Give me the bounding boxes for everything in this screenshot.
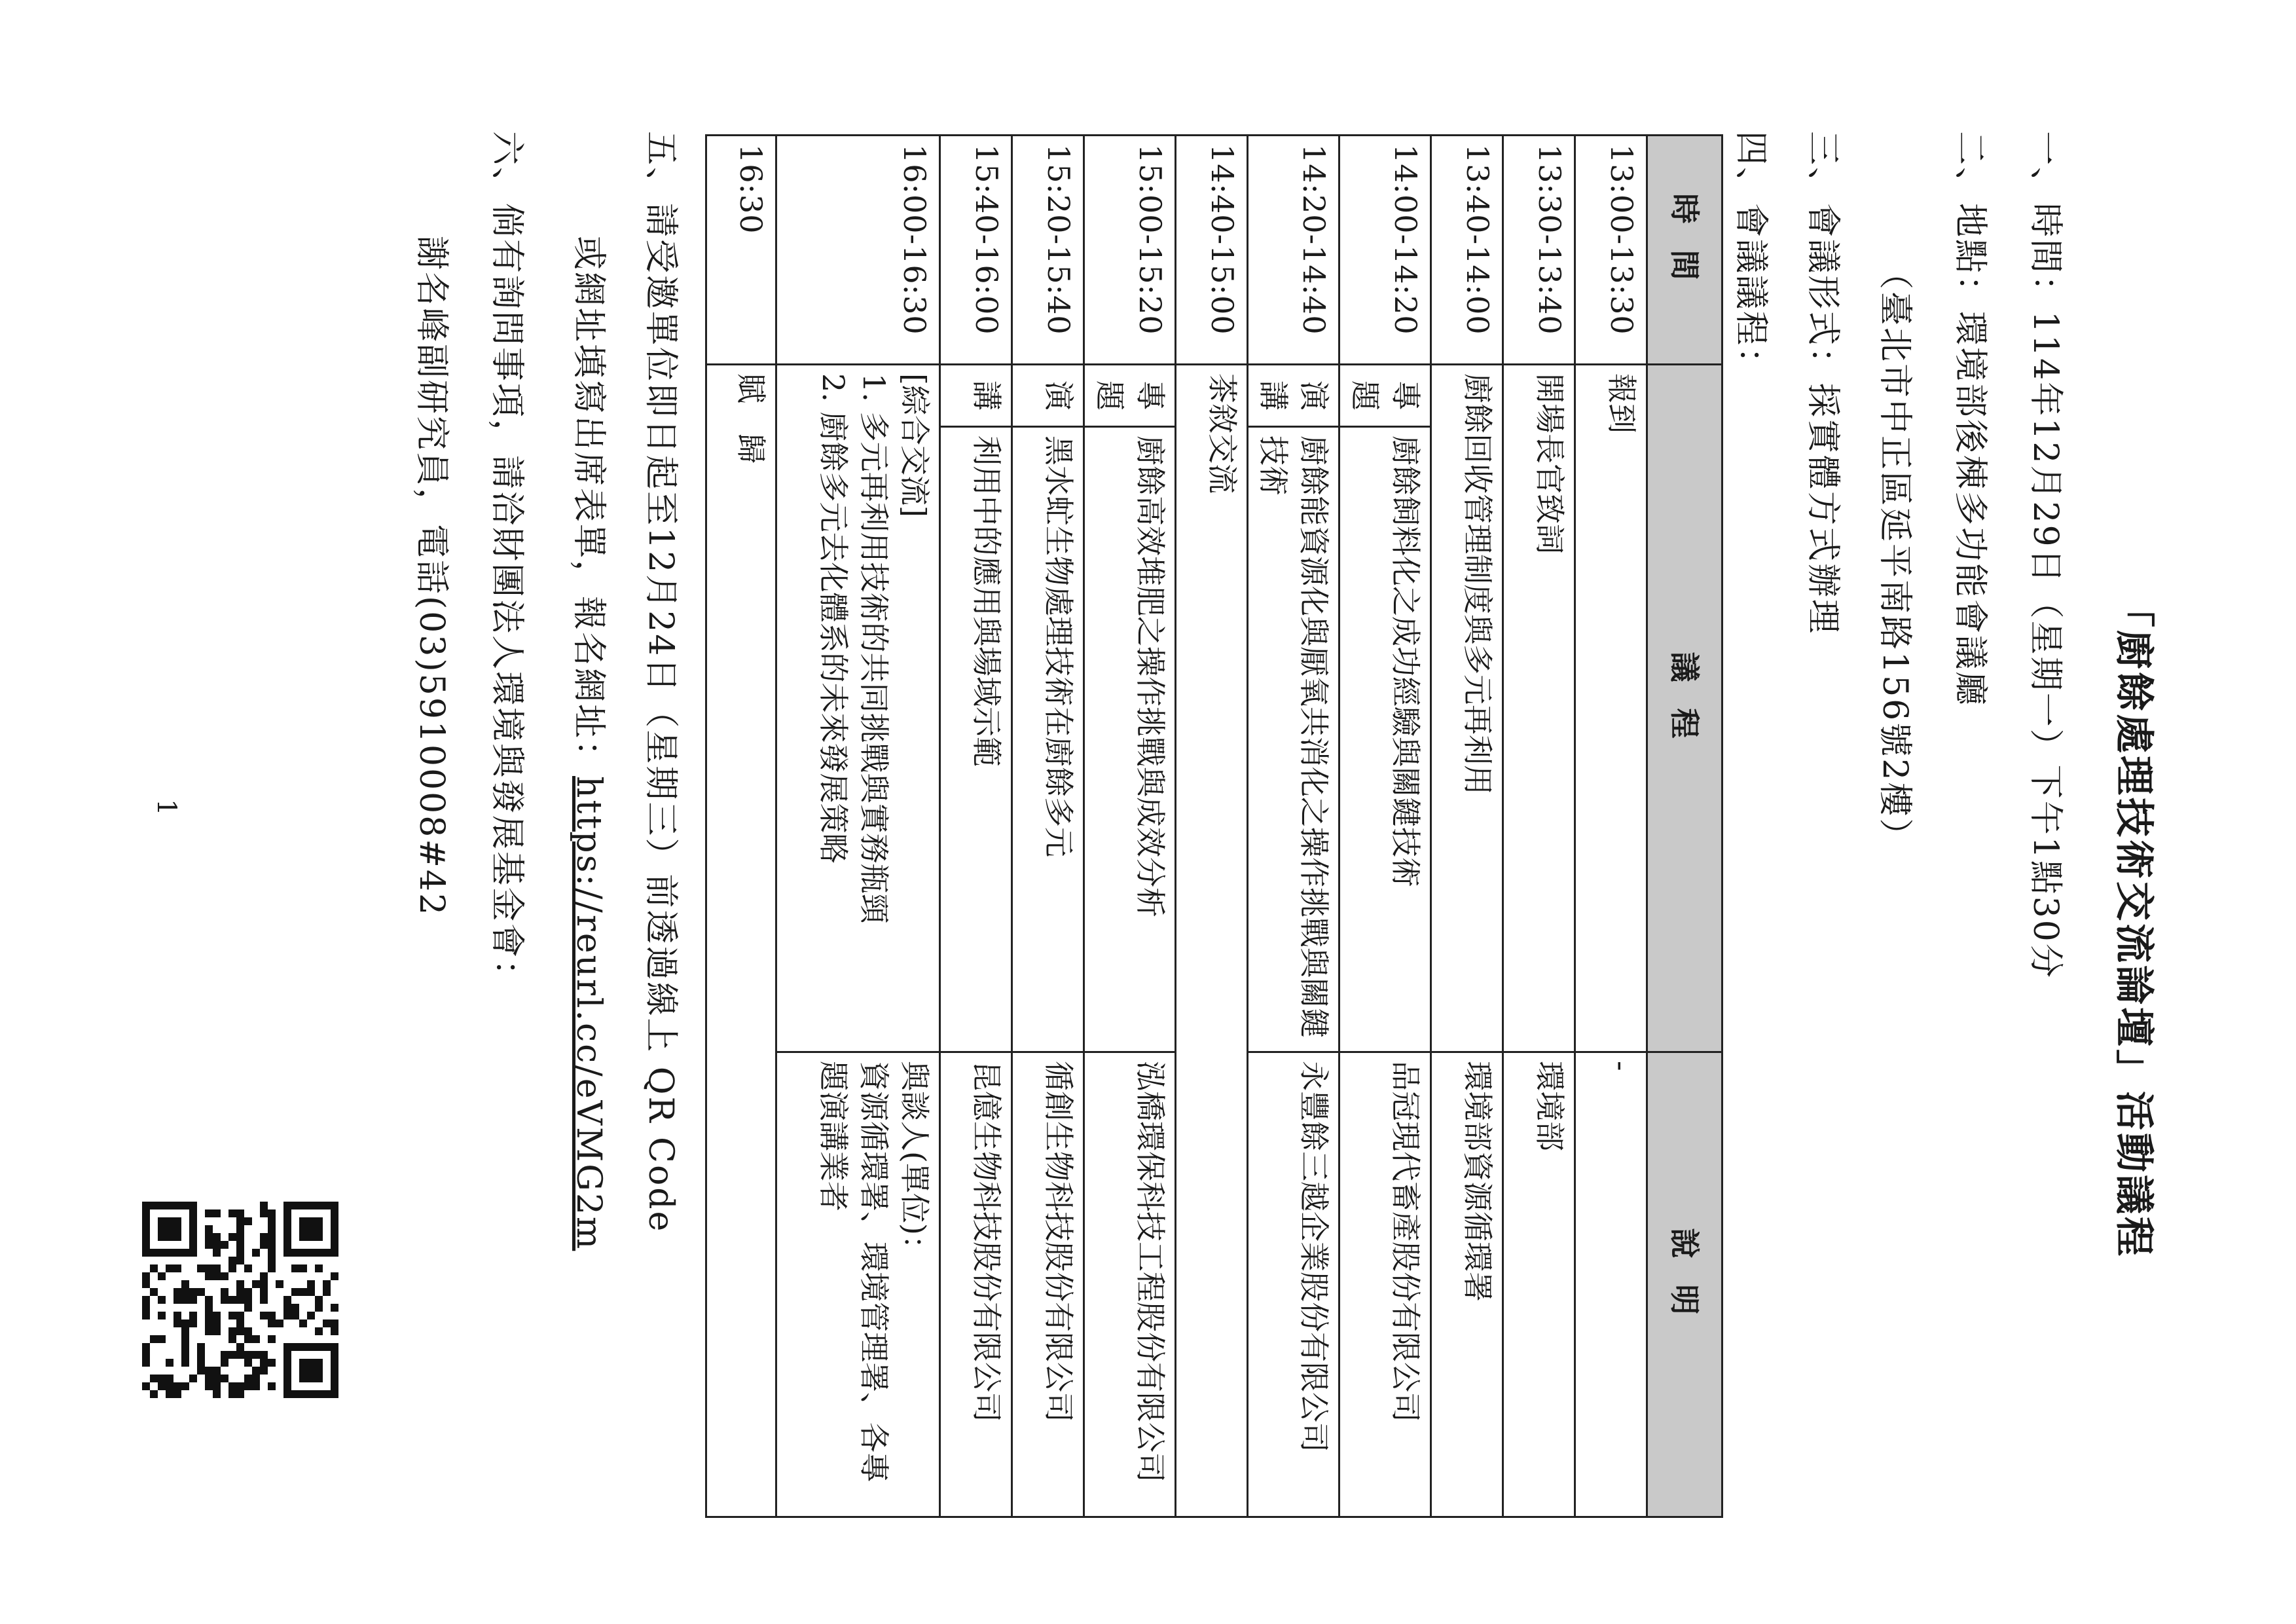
table-row — [1339, 136, 1431, 1517]
place-label: 二、地點： — [1950, 131, 1990, 312]
table-row — [776, 136, 940, 1517]
contact-line: 六、倘有詢問事項，請洽財團法人環境與發展基金會： — [487, 131, 526, 996]
registration-url-prefix: 或網址填寫出席表單，報名網址： — [569, 236, 608, 777]
table-header-row — [1647, 136, 1722, 1517]
time-value: 114年12月29日（星期一）下午1點30分 — [2026, 311, 2065, 980]
registration-line: 五、請受邀單位即日起至12月24日（星期三）前透過線上 QR Code — [641, 131, 680, 1234]
agenda-table — [705, 134, 1723, 1518]
registration-url-line — [568, 236, 617, 1251]
document-title: 「廚餘處理技術交流論壇」活動議程 — [2111, 588, 2157, 1259]
row-topic: 賦 歸 — [706, 365, 776, 1517]
row-topic: 廚餘飼料化之成功經驗與關鍵技術 — [1339, 427, 1431, 1052]
header-time: 時間 — [1647, 136, 1722, 365]
row-time: 14:20-14:40 — [1248, 136, 1339, 365]
row-time: 16:30 — [706, 136, 776, 365]
format-line — [1802, 131, 1851, 635]
format-value: 採實體方式辦理 — [1803, 383, 1842, 636]
row-note: 環境部資源循環署 — [1431, 1052, 1503, 1517]
header-agenda: 議程 — [1647, 365, 1722, 1052]
row-note: 與談人(單位)： 資源循環署、環境管理署、各專題演講業者 — [776, 1052, 940, 1517]
row-note: 泓橋環保科技工程股份有限公司 — [1084, 1052, 1176, 1517]
row-note: 品冠現代畜產股份有限公司 — [1339, 1052, 1431, 1517]
place-line — [1949, 131, 1998, 707]
row-topic: 黑水虻生物處理技術在廚餘多元 — [1012, 427, 1084, 1052]
row-note: 永豐餘三越企業股份有限公司 — [1248, 1052, 1339, 1517]
format-label: 三、會議形式： — [1803, 131, 1842, 384]
row-note: - — [1575, 1052, 1647, 1517]
table-row — [1084, 136, 1176, 1517]
contact-person: 謝名峰副研究員，電話(03)5910008#42 — [412, 236, 451, 917]
row-topic: 廚餘高效堆肥之操作挑戰與成效分析 — [1084, 427, 1176, 1052]
row-time: 14:40-15:00 — [1176, 136, 1248, 365]
table-row — [1431, 136, 1503, 1517]
place-address: （臺北市中正區延平南路156號2樓） — [1875, 255, 1914, 855]
row-type: 專題 — [1339, 365, 1431, 427]
row-time: 15:40-16:00 — [940, 136, 1012, 365]
place-value: 環境部後棟多功能會議廳 — [1950, 311, 1990, 708]
page-number: 1 — [151, 799, 181, 816]
row-time: 13:40-14:00 — [1431, 136, 1503, 365]
row-type: 演講 — [1248, 365, 1339, 427]
table-row — [1176, 136, 1248, 1517]
row-topic: 茶敘交流 — [1176, 365, 1248, 1517]
table-row — [1575, 136, 1647, 1517]
row-topic: 開場長官致詞 — [1503, 365, 1575, 1052]
row-time: 13:00-13:30 — [1575, 136, 1647, 365]
row-type: 演 — [1012, 365, 1084, 427]
table-row — [940, 136, 1012, 1517]
table-row — [1012, 136, 1084, 1517]
registration-url-link[interactable]: https://reurl.cc/eVMG2m — [569, 776, 608, 1251]
row-time: 15:20-15:40 — [1012, 136, 1084, 365]
row-topic: 廚餘回收管理制度與多元再利用 — [1431, 365, 1503, 1052]
qr-code-icon[interactable] — [142, 1202, 338, 1398]
time-label: 一、時間： — [2026, 131, 2065, 312]
row-topic: 報到 — [1575, 365, 1647, 1052]
row-time: 14:00-14:20 — [1339, 136, 1431, 365]
row-time: 16:00-16:30 — [776, 136, 940, 365]
table-row — [706, 136, 776, 1517]
row-topic: 利用中的應用與場域示範 — [940, 427, 1012, 1052]
table-row — [1503, 136, 1575, 1517]
row-note: 循創生物科技股份有限公司 — [1012, 1052, 1084, 1517]
row-topic: [綜合交流] 1. 多元再利用技術的共同挑戰與實務瓶頸 2. 廚餘多元去化體系的未來發展策略 — [776, 365, 940, 1052]
row-note: 昆億生物科技股份有限公司 — [940, 1052, 1012, 1517]
row-type: 講 — [940, 365, 1012, 427]
table-row — [1248, 136, 1339, 1517]
agenda-label: 四、會議議程： — [1731, 131, 1770, 384]
time-line — [2024, 131, 2073, 980]
row-time: 15:00-15:20 — [1084, 136, 1176, 365]
row-note: 環境部 — [1503, 1052, 1575, 1517]
row-topic: 廚餘能資源化與厭氧共消化之操作挑戰與關鍵技術 — [1248, 427, 1339, 1052]
row-time: 13:30-13:40 — [1503, 136, 1575, 365]
header-note: 說明 — [1647, 1052, 1722, 1517]
row-type: 專題 — [1084, 365, 1176, 427]
